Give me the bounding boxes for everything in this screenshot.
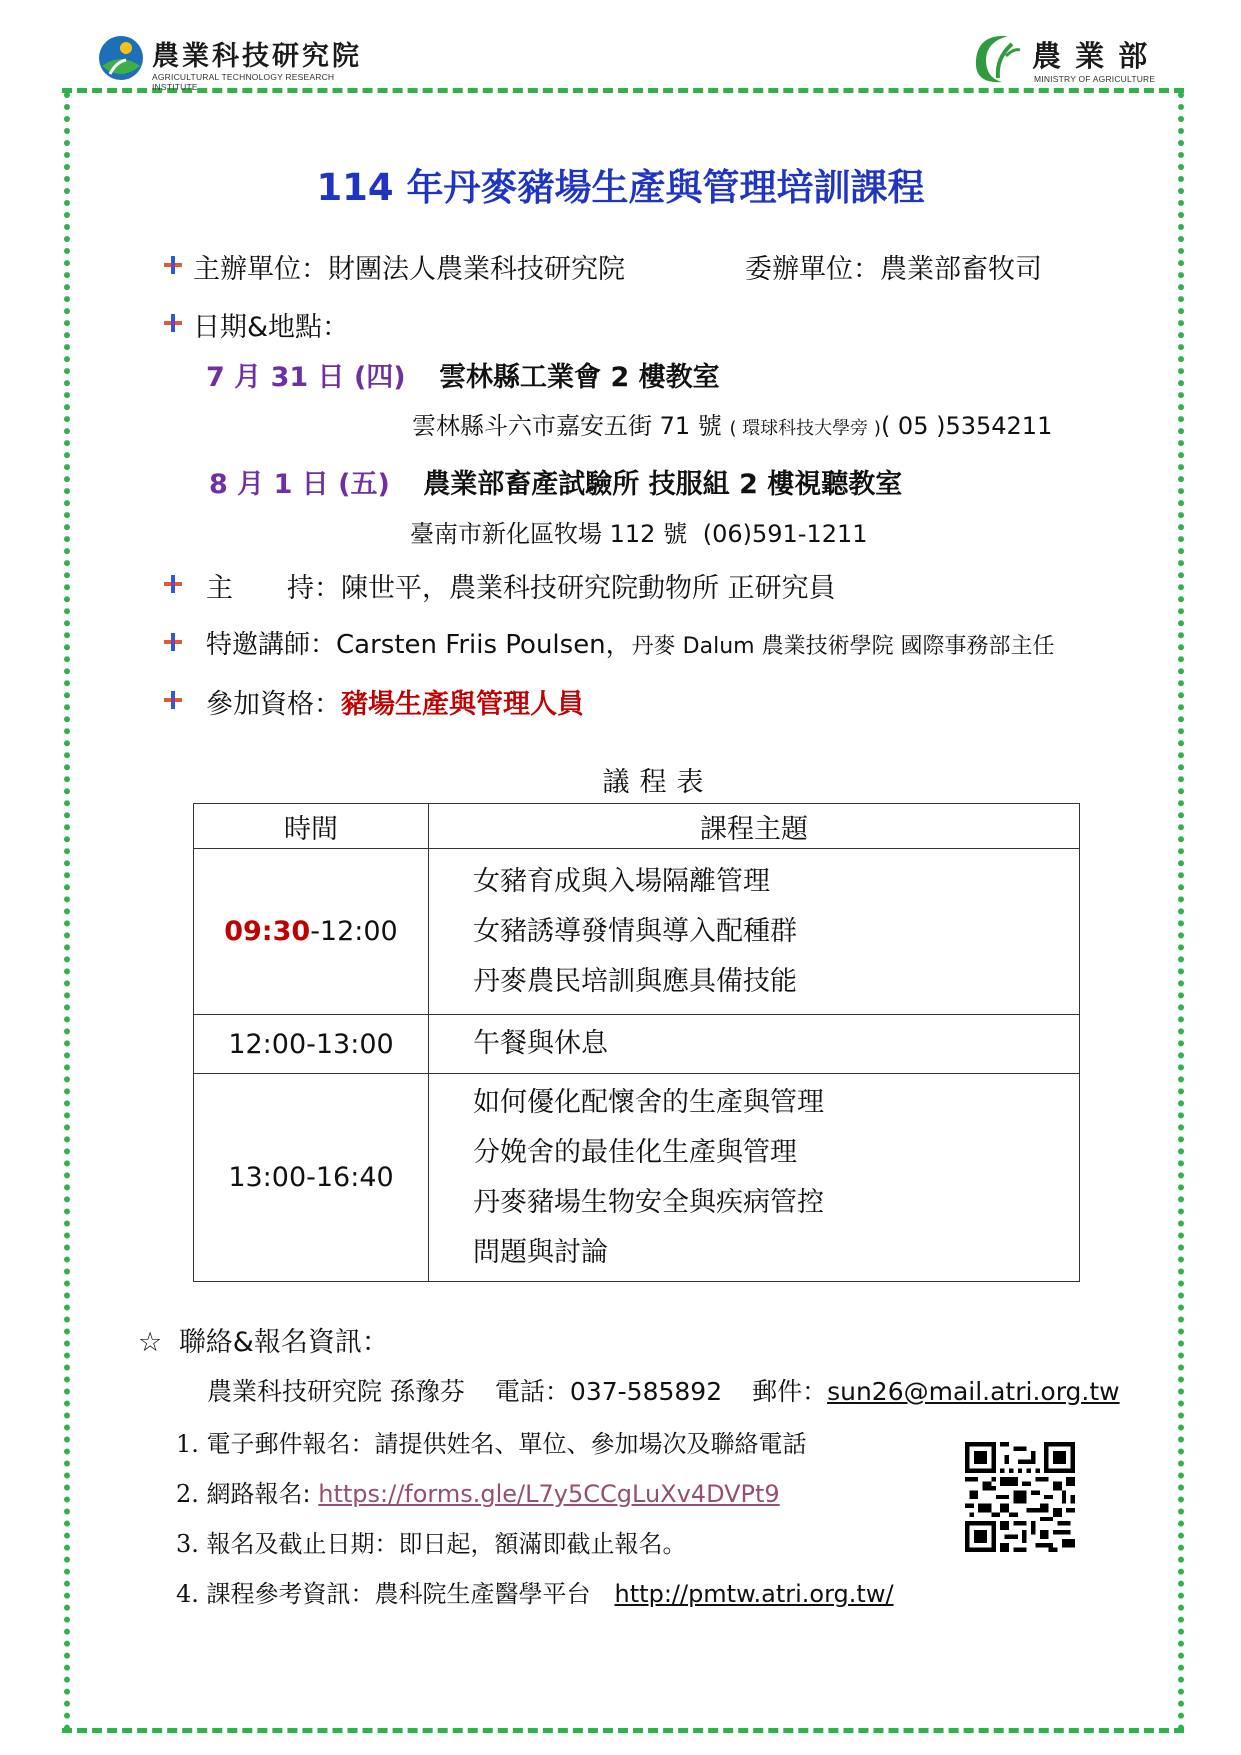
agenda-topics [429,849,1080,1015]
agenda-topics [429,1074,1080,1282]
frame-bottom-border [62,1728,1184,1733]
platform-link[interactable]: http://pmtw.atri.org.tw/ [614,1580,894,1608]
contact-email-link[interactable]: sun26@mail.atri.org.tw [827,1377,1120,1406]
session-2-address-line [410,514,868,549]
speaker-affiliation: 丹麥 Dalum 農業技術學院 國際事務部主任 [631,634,1055,659]
contact-heading-text: 聯絡&報名資訊： [178,1327,389,1358]
eligibility-value: 豬場生產與管理人員 [341,689,584,720]
agenda-topic: 問題與討論 [473,1236,608,1268]
commissioner-label: 委辦單位： [745,254,880,285]
list-item [176,1424,807,1459]
list-number: 2. [176,1480,199,1508]
agenda-topic: 丹麥豬場生物安全與疾病管控 [473,1186,824,1218]
organizer [193,247,625,286]
bullet-icon [163,690,183,710]
contact-person: 農業科技研究院 孫豫芬 [207,1377,465,1406]
contact-heading [138,1320,389,1359]
list-item [176,1524,687,1559]
agenda-topic: 女豬誘導發情與導入配種群 [473,915,797,947]
session-1-address: 雲林縣斗六市嘉安五街 71 號 [412,412,722,440]
agenda-title: 議程表 [602,767,714,798]
commissioner-value: 農業部畜牧司 [880,254,1042,285]
contact-info [207,1372,1120,1408]
session-1-date: 7 月 31 日 (四) [206,362,406,393]
list-number: 1. [176,1430,199,1458]
contact-email-label: 郵件： [752,1377,828,1406]
list-item [176,1474,780,1509]
speaker-name: Carsten Friis Poulsen， [336,630,632,660]
session-2-phone: (06)591-1211 [702,520,868,548]
session-2-address: 臺南市新化區牧場 112 號 [410,520,688,548]
list-text: 報名及截止日期：即日起，額滿即截止報名。 [206,1530,687,1558]
agenda-time-end: -12:00 [310,916,398,947]
moa-logo-english: MINISTRY OF AGRICULTURE [1034,74,1156,84]
contact-phone-label: 電話： [494,1377,570,1406]
list-text: 電子郵件報名：請提供姓名、單位、參加場次及聯絡電話 [206,1430,807,1458]
atri-logo-english: AGRICULTURAL TECHNOLOGY RESEARCH INSTITUTE [152,72,335,92]
agenda-time: 12:00-13:00 [194,1015,429,1074]
agenda-header-topic: 課程主題 [429,804,1080,849]
frame-left-border [64,92,70,1732]
commissioner [745,247,1042,286]
agenda-topic: 如何優化配懷舍的生產與管理 [473,1086,824,1118]
moa-logo-icon [968,30,1028,88]
list-number: 4. [176,1580,199,1608]
atri-logo-icon [96,32,146,90]
date-venue-label: 日期&地點： [193,312,350,343]
star-outline-icon: ☆ [138,1327,163,1358]
bullet-icon [163,632,183,652]
contact-phone: 037-585892 [569,1377,723,1406]
session-1 [206,355,720,394]
agenda-topic: 午餐與休息 [473,1028,608,1059]
session-1-phone: ( 05 )5354211 [880,412,1053,440]
speaker [206,624,1055,661]
list-text: 網路報名: [206,1480,319,1508]
organizer-value: 財團法人農業科技研究院 [328,254,625,285]
organizer-label: 主辦單位： [193,254,328,285]
agenda-table [193,803,1080,1282]
page-title: 114 年丹麥豬場生產與管理培訓課程 [316,166,925,209]
bullet-icon [163,574,183,594]
list-item [176,1574,894,1609]
agenda-time: 13:00-16:40 [194,1074,429,1282]
session-1-note: ( 環球科技大學旁 ) [729,418,881,439]
list-number: 3. [176,1530,199,1558]
agenda-topic: 女豬育成與入場隔離管理 [473,865,770,897]
moa-logo-name: 農 業 部 [1032,39,1150,73]
atri-logo-name: 農業科技研究院 [152,41,362,72]
moa-logo [968,30,1178,90]
agenda-time [194,849,429,1015]
agenda-topic: 丹麥農民培訓與應具備技能 [473,965,797,997]
host [206,566,836,605]
eligibility-label: 參加資格： [206,689,341,720]
registration-form-link[interactable]: https://forms.gle/L7y5CCgLuXv4DVPt9 [318,1480,780,1508]
host-label: 主 持： [206,573,341,604]
agenda-topic: 分娩舍的最佳化生產與管理 [473,1136,797,1168]
agenda-topics [429,1015,1080,1074]
eligibility [206,682,584,721]
agenda-row [194,849,1080,1015]
session-2-date: 8 月 1 日 (五) [209,469,390,500]
session-2 [209,462,902,501]
qr-code-icon[interactable] [965,1442,1075,1552]
atri-logo [96,32,376,90]
bullet-icon [163,255,183,275]
host-value: 陳世平，農業科技研究院動物所 正研究員 [341,573,836,604]
agenda-time-start: 09:30 [224,916,311,947]
agenda-row [194,1074,1080,1282]
session-2-venue: 農業部畜產試驗所 技服組 2 樓視聽教室 [423,469,903,500]
session-1-address-line [412,406,1052,441]
agenda-header-row [194,804,1080,849]
session-1-venue: 雲林縣工業會 2 樓教室 [439,362,720,393]
agenda-row [194,1015,1080,1074]
list-text: 課程參考資訊：農科院生產醫學平台 [206,1580,615,1608]
bullet-icon [163,313,183,333]
frame-right-border [1178,92,1184,1732]
speaker-label: 特邀講師： [206,630,337,660]
agenda-header-time: 時間 [194,804,429,849]
